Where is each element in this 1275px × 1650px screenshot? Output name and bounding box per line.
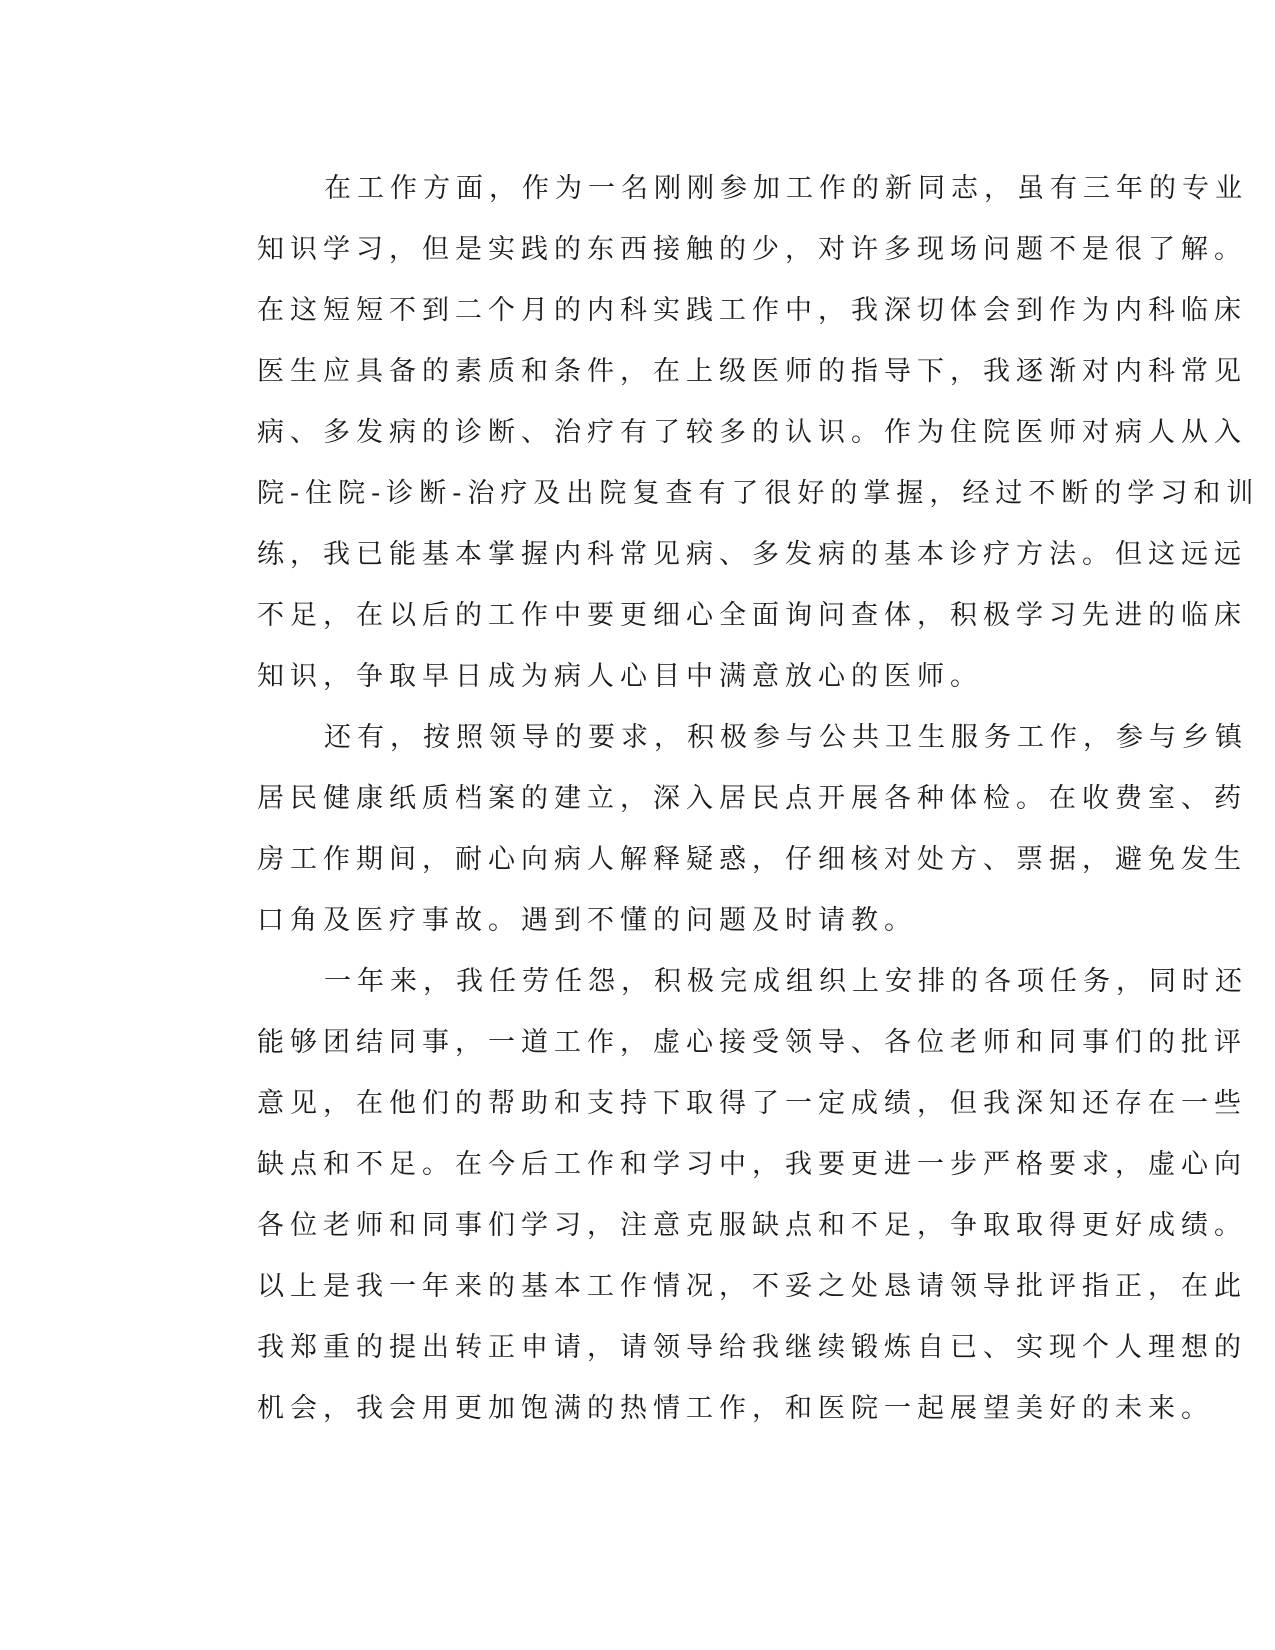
paragraph-work — [190, 158, 1260, 707]
paragraph-summary — [190, 951, 1248, 1439]
text-line: 在这短短不到二个月的内科实践工作中，我深切体会到作为内科临床 — [257, 295, 1247, 326]
text-line: 缺点和不足。在今后工作和学习中，我要更进一步严格要求，虚心向 — [257, 1149, 1247, 1180]
text-line: 各位老师和同事们学习，注意克服缺点和不足，争取取得更好成绩。 — [257, 1210, 1247, 1241]
text-line: 以上是我一年来的基本工作情况，不妥之处恳请领导批评指正，在此 — [257, 1271, 1247, 1302]
text-line: 院-住院-诊断-治疗及出院复查有了很好的掌握，经过不断的学习和训 — [257, 478, 1260, 509]
text-line: 房工作期间，耐心向病人解释疑惑，仔细核对处方、票据，避免发生 — [257, 844, 1247, 875]
text-line: 意见，在他们的帮助和支持下取得了一定成绩，但我深知还存在一些 — [257, 1088, 1247, 1119]
text-line: 还有，按照领导的要求，积极参与公共卫生服务工作，参与乡镇 — [324, 722, 1248, 753]
text-line: 在工作方面，作为一名刚刚参加工作的新同志，虽有三年的专业 — [324, 173, 1248, 204]
text-line: 练，我已能基本掌握内科常见病、多发病的基本诊疗方法。但这远远 — [257, 539, 1247, 570]
text-line: 医生应具备的素质和条件，在上级医师的指导下，我逐渐对内科常见 — [257, 356, 1247, 387]
text-line: 知识，争取早日成为病人心目中满意放心的医师。 — [257, 661, 983, 692]
text-line: 一年来，我任劳任怨，积极完成组织上安排的各项任务，同时还 — [324, 966, 1248, 997]
text-line: 居民健康纸质档案的建立，深入居民点开展各种体检。在收费室、药 — [257, 783, 1247, 814]
document-body — [190, 158, 1260, 1439]
text-line: 知识学习，但是实践的东西接触的少，对许多现场问题不是很了解。 — [257, 234, 1247, 265]
text-line: 我郑重的提出转正申请，请领导给我继续锻炼自已、实现个人理想的 — [257, 1332, 1247, 1363]
text-line: 不足，在以后的工作中要更细心全面询问查体，积极学习先进的临床 — [257, 600, 1247, 631]
text-line: 病、多发病的诊断、治疗有了较多的认识。作为住院医师对病人从入 — [257, 417, 1247, 448]
paragraph-public-health — [190, 707, 1248, 951]
text-line: 机会，我会用更加饱满的热情工作，和医院一起展望美好的未来。 — [257, 1393, 1214, 1424]
text-line: 口角及医疗事故。遇到不懂的问题及时请教。 — [257, 905, 917, 936]
text-line: 能够团结同事，一道工作，虚心接受领导、各位老师和同事们的批评 — [257, 1027, 1247, 1058]
